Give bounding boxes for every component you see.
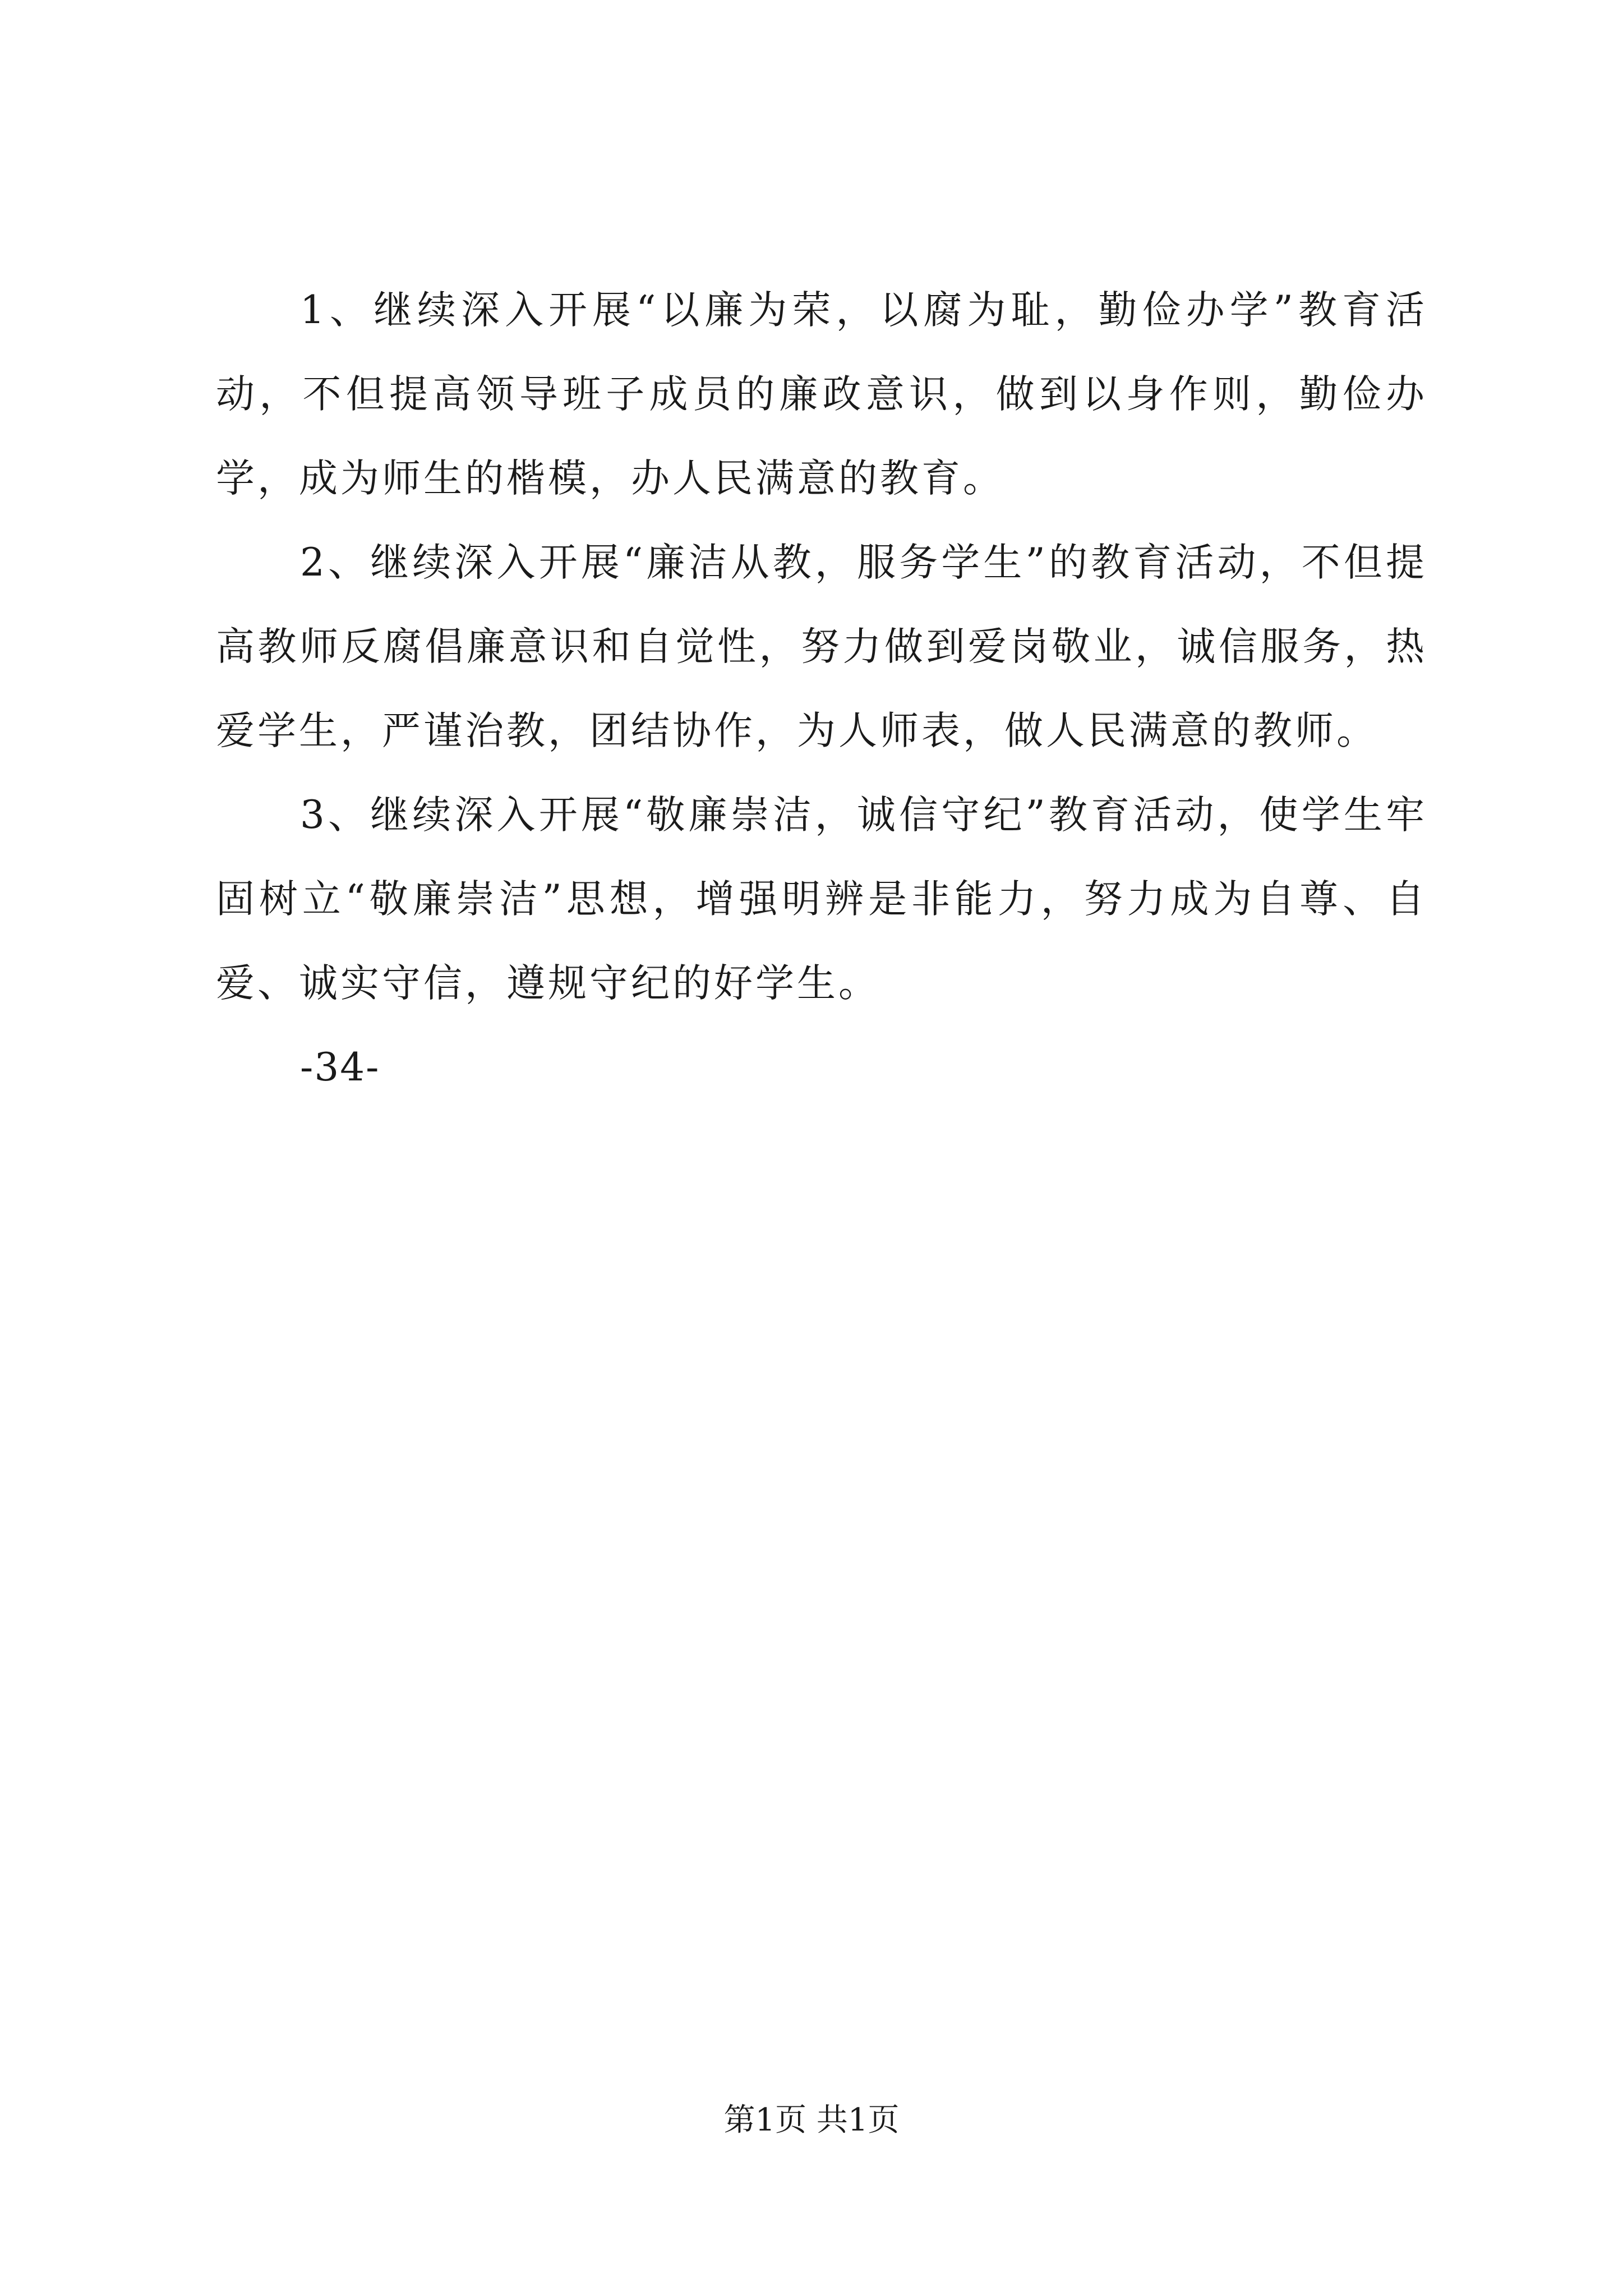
document-body [216, 268, 1427, 1110]
inline-page-marker: -34- [300, 1045, 380, 1090]
paragraph-1: 1、继续深入开展“以廉为荣，以腐为耻，勤俭办学”教育活动，不但提高领导班子成员的廉政意识，做到以身作则，勤俭办学，成为师生的楷模，办人民满意的教育。 [216, 288, 1427, 501]
footer-total-pages: 共1页 [816, 2102, 900, 2138]
footer-page-number: 第1页 [723, 2102, 807, 2138]
page-footer [0, 2098, 1623, 2143]
paragraph-3: 3、继续深入开展“敬廉崇洁，诚信守纪”教育活动，使学生牢固树立“敬廉崇洁”思想，增强明辨是非能力，努力成为自尊、自爱、诚实守信，遵规守纪的好学生。 [216, 793, 1427, 1006]
paragraph-2: 2、继续深入开展“廉洁从教，服务学生”的教育活动，不但提高教师反腐倡廉意识和自觉性，努力做到爱岗敬业，诚信服务，热爱学生，严谨治教，团结协作，为人师表，做人民满意的教师。 [216, 540, 1427, 753]
